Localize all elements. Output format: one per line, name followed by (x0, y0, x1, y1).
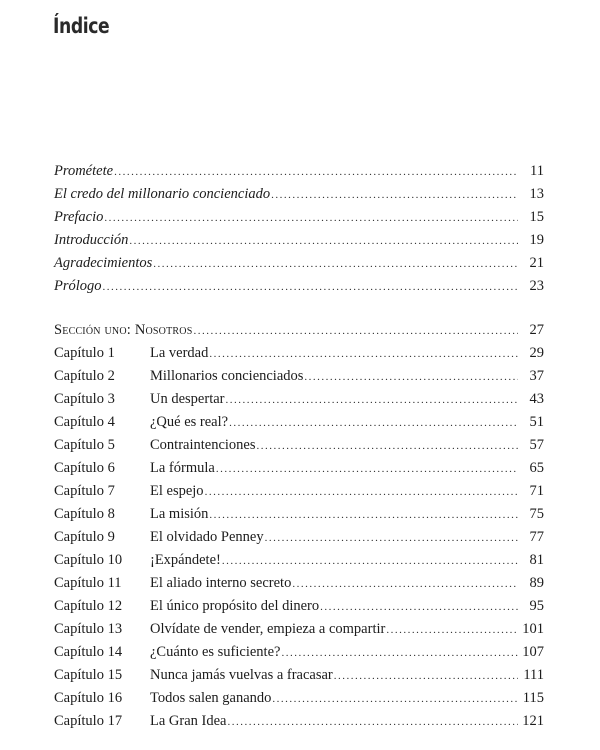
toc-entry-chapter[interactable] (54, 365, 544, 388)
chapter-title: El aliado interno secreto (150, 575, 292, 591)
dot-leader (386, 619, 518, 642)
toc-page-number: 107 (522, 644, 544, 660)
chapter-number: Capítulo 5 (54, 437, 115, 453)
chapter-number: Capítulo 7 (54, 483, 115, 499)
chapter-number: Capítulo 17 (54, 713, 123, 729)
dot-leader (216, 458, 518, 481)
toc-entry-chapter[interactable] (54, 687, 544, 710)
front-matter-list (54, 160, 544, 298)
toc-page-number: 51 (529, 414, 544, 430)
chapter-title: Millonarios concienciados (150, 368, 304, 384)
dot-leader (193, 320, 518, 343)
chapter-number: Capítulo 14 (54, 644, 123, 660)
dot-leader (103, 276, 518, 299)
toc-page-number: 115 (522, 690, 544, 706)
toc-entry-front-matter[interactable] (54, 160, 544, 183)
toc-entry-front-matter[interactable] (54, 275, 544, 298)
toc-entry-label: Introducción (54, 232, 129, 248)
chapter-number: Capítulo 15 (54, 667, 123, 683)
toc-entry-chapter[interactable] (54, 503, 544, 526)
dot-leader (229, 412, 518, 435)
chapter-title: El olvidado Penney (150, 529, 264, 545)
dot-leader (209, 343, 518, 366)
chapter-title: Contraintenciones (150, 437, 256, 453)
dot-leader (271, 184, 518, 207)
chapter-number: Capítulo 13 (54, 621, 123, 637)
dot-leader (257, 435, 518, 458)
toc-page-number: 101 (522, 621, 544, 637)
toc-entry-label: Agradecimientos (54, 255, 153, 271)
dot-leader (320, 596, 518, 619)
toc-page-number: 29 (529, 345, 544, 361)
chapter-number: Capítulo 2 (54, 368, 115, 384)
dot-leader (227, 711, 518, 734)
toc-entry-front-matter[interactable] (54, 183, 544, 206)
dot-leader (334, 665, 518, 688)
dot-leader (153, 253, 518, 276)
dot-leader (205, 481, 518, 504)
toc-entry-chapter[interactable] (54, 457, 544, 480)
toc-entry-front-matter[interactable] (54, 206, 544, 229)
chapter-number: Capítulo 8 (54, 506, 115, 522)
toc-entry-chapter[interactable] (54, 480, 544, 503)
toc-entry-label: Sección uno: Nosotros (54, 322, 193, 338)
toc-page-number: 27 (529, 322, 544, 338)
toc-entry-front-matter[interactable] (54, 229, 544, 252)
table-of-contents (54, 160, 544, 733)
dot-leader (222, 550, 518, 573)
toc-page-number: 81 (529, 552, 544, 568)
toc-page-number: 57 (529, 437, 544, 453)
chapter-number: Capítulo 9 (54, 529, 115, 545)
chapter-title: ¿Qué es real? (150, 414, 229, 430)
dot-leader (129, 230, 518, 253)
toc-page-number: 11 (530, 163, 544, 179)
chapter-title: El único propósito del dinero (150, 598, 320, 614)
chapter-number: Capítulo 11 (54, 575, 122, 591)
chapter-title: Un despertar (150, 391, 225, 407)
chapter-number: Capítulo 16 (54, 690, 123, 706)
chapter-number: Capítulo 10 (54, 552, 123, 568)
dot-leader (281, 642, 518, 665)
chapter-title: La Gran Idea (150, 713, 227, 729)
chapter-title: La misión (150, 506, 209, 522)
toc-entry-label: Prométete (54, 163, 114, 179)
toc-page-number: 95 (529, 598, 544, 614)
toc-page-number: 75 (529, 506, 544, 522)
toc-entry-chapter[interactable] (54, 526, 544, 549)
chapter-list (54, 342, 544, 733)
toc-page-number: 65 (529, 460, 544, 476)
toc-entry-chapter[interactable] (54, 710, 544, 733)
toc-entry-chapter[interactable] (54, 549, 544, 572)
chapter-title: Olvídate de vender, empieza a compartir (150, 621, 386, 637)
toc-page-number: 23 (529, 278, 544, 294)
page-title: Índice (53, 14, 110, 38)
chapter-number: Capítulo 1 (54, 345, 115, 361)
toc-entry-section-one[interactable] (54, 319, 544, 342)
toc-entry-chapter[interactable] (54, 572, 544, 595)
chapter-number: Capítulo 6 (54, 460, 115, 476)
toc-entry-label: Prefacio (54, 209, 104, 225)
chapter-title: ¿Cuánto es suficiente? (150, 644, 281, 660)
toc-entry-label: El credo del millonario concienciado (54, 186, 271, 202)
toc-page-number: 77 (529, 529, 544, 545)
chapter-title: Nunca jamás vuelvas a fracasar (150, 667, 333, 683)
toc-page-number: 19 (529, 232, 544, 248)
chapter-number: Capítulo 4 (54, 414, 115, 430)
dot-leader (292, 573, 518, 596)
toc-page-number: 13 (529, 186, 544, 202)
toc-entry-chapter[interactable] (54, 388, 544, 411)
chapter-title: Todos salen ganando (150, 690, 272, 706)
toc-entry-chapter[interactable] (54, 342, 544, 365)
toc-entry-chapter[interactable] (54, 641, 544, 664)
toc-entry-chapter[interactable] (54, 618, 544, 641)
toc-page-number: 37 (529, 368, 544, 384)
toc-page-number: 121 (522, 713, 544, 729)
toc-entry-chapter[interactable] (54, 434, 544, 457)
chapter-number: Capítulo 12 (54, 598, 123, 614)
toc-entry-chapter[interactable] (54, 411, 544, 434)
section-gap (54, 298, 544, 319)
dot-leader (114, 161, 518, 184)
toc-entry-label: Prólogo (54, 278, 102, 294)
toc-page-number: 111 (523, 667, 544, 683)
dot-leader (209, 504, 518, 527)
dot-leader (104, 207, 518, 230)
toc-page-number: 43 (529, 391, 544, 407)
chapter-title: La verdad (150, 345, 209, 361)
toc-page-number: 71 (529, 483, 544, 499)
chapter-number: Capítulo 3 (54, 391, 115, 407)
toc-page-number: 21 (529, 255, 544, 271)
dot-leader (304, 366, 518, 389)
chapter-title: El espejo (150, 483, 204, 499)
toc-entry-chapter[interactable] (54, 664, 544, 687)
toc-page-number: 15 (529, 209, 544, 225)
chapter-title: La fórmula (150, 460, 215, 476)
toc-page-number: 89 (529, 575, 544, 591)
toc-entry-front-matter[interactable] (54, 252, 544, 275)
dot-leader (272, 688, 518, 711)
dot-leader (265, 527, 518, 550)
chapter-title: ¡Expándete! (150, 552, 221, 568)
dot-leader (225, 389, 518, 412)
toc-entry-chapter[interactable] (54, 595, 544, 618)
